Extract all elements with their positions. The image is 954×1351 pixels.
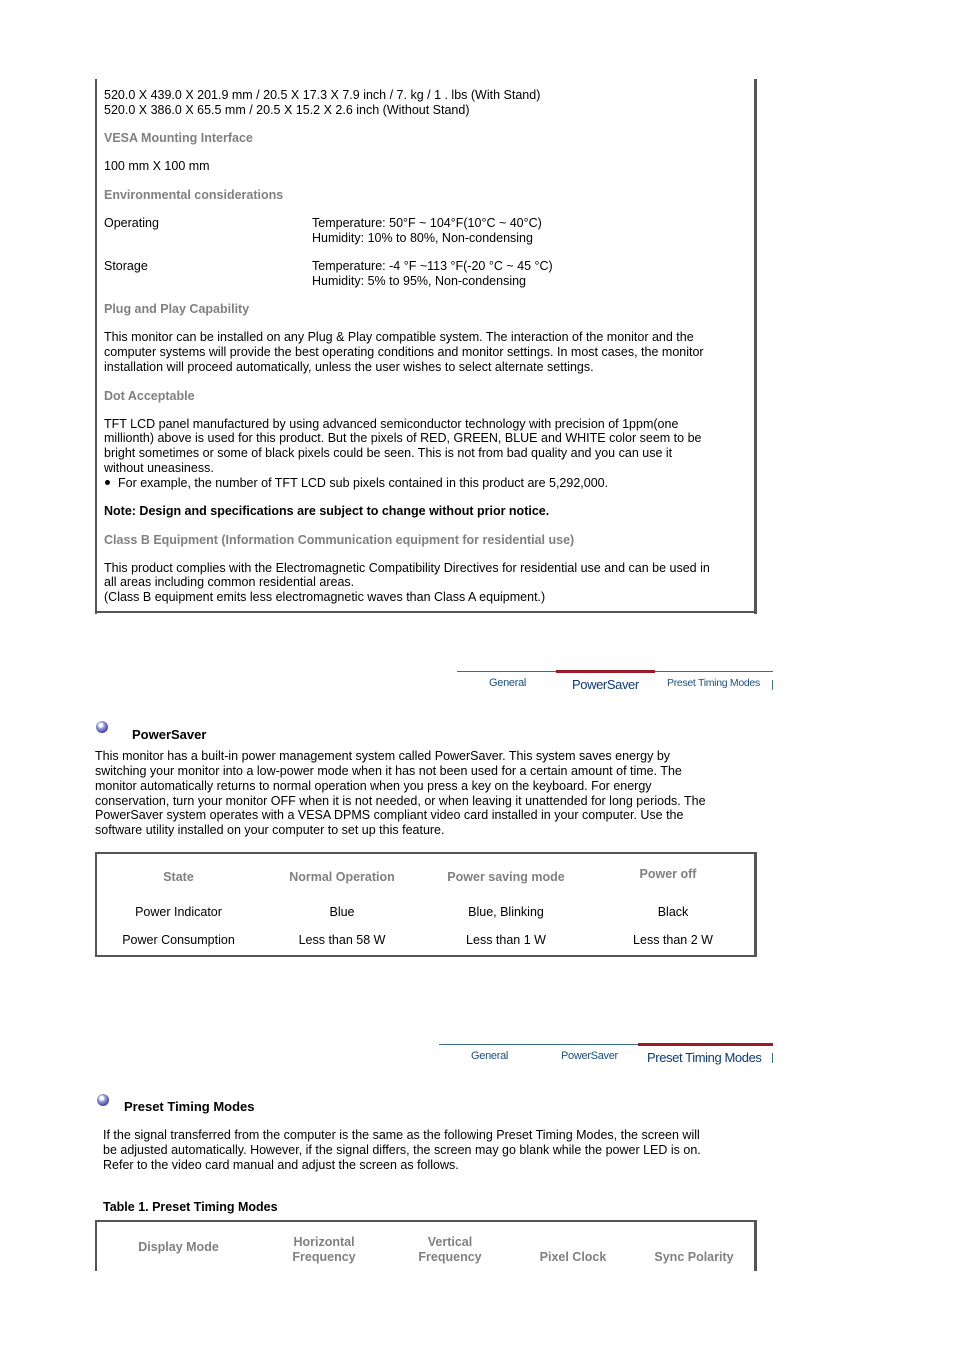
powersaver-text-line: This monitor has a built-in power management system called PowerSaver. This system saves energy by: [95, 749, 671, 763]
preset-text-line: be adjusted automatically. However, if the signal differs, the screen may go blank while the power LED is on.: [103, 1143, 701, 1157]
tab-separator: [772, 1053, 773, 1063]
powersaver-text-line: software utility installed on your computer to set up this feature.: [95, 823, 445, 837]
tab-powersaver[interactable]: PowerSaver: [561, 1050, 618, 1062]
operating-humidity: Humidity: 10% to 80%, Non-condensing: [312, 231, 533, 245]
powersaver-text-line: PowerSaver system operates with a VESA DPMS compliant video card installed in your computer. Use the: [95, 808, 684, 822]
specs-box-bottom-border: [95, 611, 757, 613]
section-tab-bar: [439, 1044, 773, 1068]
dot-acceptable-bullet: For example, the number of TFT LCD sub pixels contained in this product are 5,292,000.: [118, 476, 609, 490]
class-b-text-line: all areas including common residential areas.: [104, 575, 355, 589]
table-header-power-off: Power off: [639, 867, 697, 881]
class-b-text-line: (Class B equipment emits less electromagnetic waves than Class A equipment.): [104, 590, 546, 604]
powersaver-text-line: monitor automatically returns to normal operation when you press a key on the keyboard. For energy: [95, 779, 652, 793]
environment-heading: Environmental considerations: [104, 188, 284, 202]
plug-and-play-text-line: installation will proceed automatically, unless the user wishes to select alternate settings.: [104, 360, 594, 374]
table-header-power-saving-mode: Power saving mode: [447, 870, 565, 884]
storage-humidity: Humidity: 5% to 95%, Non-condensing: [312, 274, 527, 288]
table-header-normal-operation: Normal Operation: [289, 870, 395, 884]
preset-title: Preset Timing Modes: [124, 1099, 255, 1114]
power-state-table: [95, 852, 757, 957]
dimensions-with-stand: 520.0 X 439.0 X 201.9 mm / 20.5 X 17.3 X 7.9 inch / 7. kg / 1 . lbs (With Stand): [104, 88, 541, 102]
vesa-value: 100 mm X 100 mm: [104, 159, 210, 173]
specs-note: Note: Design and specifications are subject to change without prior notice.: [104, 504, 550, 518]
bullet-dot-icon: [105, 480, 110, 485]
powersaver-text-line: conservation, turn your monitor OFF when it is not needed, or when leaving it unattended for long periods. The: [95, 794, 706, 808]
table-cell: Blue, Blinking: [468, 905, 544, 919]
specs-box-right-border: [754, 79, 757, 614]
plug-and-play-heading: Plug and Play Capability: [104, 302, 250, 316]
class-b-heading: Class B Equipment (Information Communication equipment for residential use): [104, 533, 575, 547]
table-header-display-mode: Display Mode: [138, 1240, 219, 1254]
table-header-vertical-frequency-line2: Frequency: [418, 1250, 482, 1264]
section-bullet-icon: [97, 1094, 109, 1106]
section-tab-bar: [457, 671, 773, 695]
plug-and-play-text-line: This monitor can be installed on any Plug & Play compatible system. The interaction of the monitor and the: [104, 330, 694, 344]
tab-preset-timing-modes[interactable]: Preset Timing Modes: [667, 677, 760, 689]
dimensions-without-stand: 520.0 X 386.0 X 65.5 mm / 20.5 X 15.2 X 2.6 inch (Without Stand): [104, 103, 470, 117]
table-cell: Less than 1 W: [466, 933, 546, 947]
preset-text-line: Refer to the video card manual and adjust the screen as follows.: [103, 1158, 459, 1172]
powersaver-text-line: switching your monitor into a low-power mode when it has not been used for a certain amount of time. The: [95, 764, 682, 778]
table-header-pixel-clock: Pixel Clock: [539, 1250, 607, 1264]
active-tab-indicator: [556, 670, 655, 673]
preset-table-right-border: [754, 1220, 757, 1271]
section-bullet-icon: [96, 721, 108, 733]
preset-table-caption: Table 1. Preset Timing Modes: [103, 1200, 278, 1214]
preset-text-line: If the signal transferred from the computer is the same as the following Preset Timing Modes, the screen will: [103, 1128, 700, 1142]
dot-acceptable-text-line: millionth) above is used for this product. But the pixels of RED, GREEN, BLUE and WHITE color seem to be: [104, 431, 702, 445]
class-b-text-line: This product complies with the Electromagnetic Compatibility Directives for residential use and can be used in: [104, 561, 710, 575]
powersaver-title: PowerSaver: [132, 727, 207, 742]
tab-general[interactable]: General: [489, 677, 527, 689]
storage-temperature: Temperature: -4 °F ~113 °F(-20 °C ~ 45 °C): [312, 259, 553, 273]
table-cell: Black: [657, 905, 689, 919]
table-cell: Less than 58 W: [298, 933, 386, 947]
preset-table-top-border: [95, 1220, 757, 1222]
operating-label: Operating: [104, 216, 159, 230]
tab-preset-timing-modes[interactable]: Preset Timing Modes: [647, 1050, 762, 1065]
tab-general[interactable]: General: [471, 1050, 509, 1062]
table-header-vertical-frequency-line1: Vertical: [427, 1235, 473, 1249]
storage-label: Storage: [104, 259, 148, 273]
table-header-horizontal-frequency-line2: Frequency: [292, 1250, 356, 1264]
dot-acceptable-text-line: TFT LCD panel manufactured by using advanced semiconductor technology with precision of 1ppm(one: [104, 417, 679, 431]
active-tab-indicator: [638, 1043, 773, 1046]
tab-separator: [772, 680, 773, 690]
dot-acceptable-heading: Dot Acceptable: [104, 389, 195, 403]
table-header-sync-polarity: Sync Polarity: [654, 1250, 734, 1264]
table-cell: Blue: [329, 905, 355, 919]
table-cell: Power Consumption: [122, 933, 235, 947]
operating-temperature: Temperature: 50°F ~ 104°F(10°C ~ 40°C): [312, 216, 542, 230]
vesa-heading: VESA Mounting Interface: [104, 131, 253, 145]
table-header-state: State: [163, 870, 194, 884]
table-cell: Less than 2 W: [633, 933, 713, 947]
plug-and-play-text-line: computer systems will provide the best operating conditions and monitor settings. In most cases, the monitor: [104, 345, 704, 359]
dot-acceptable-text-line: bright sometimes or some of black pixels could be seen. This is not from bad quality and you can use it: [104, 446, 673, 460]
specs-box-left-border: [95, 79, 97, 614]
dot-acceptable-text-line: without uneasiness.: [104, 461, 214, 475]
table-cell: Power Indicator: [135, 905, 222, 919]
tab-powersaver[interactable]: PowerSaver: [572, 677, 639, 692]
table-header-horizontal-frequency-line1: Horizontal: [293, 1235, 355, 1249]
